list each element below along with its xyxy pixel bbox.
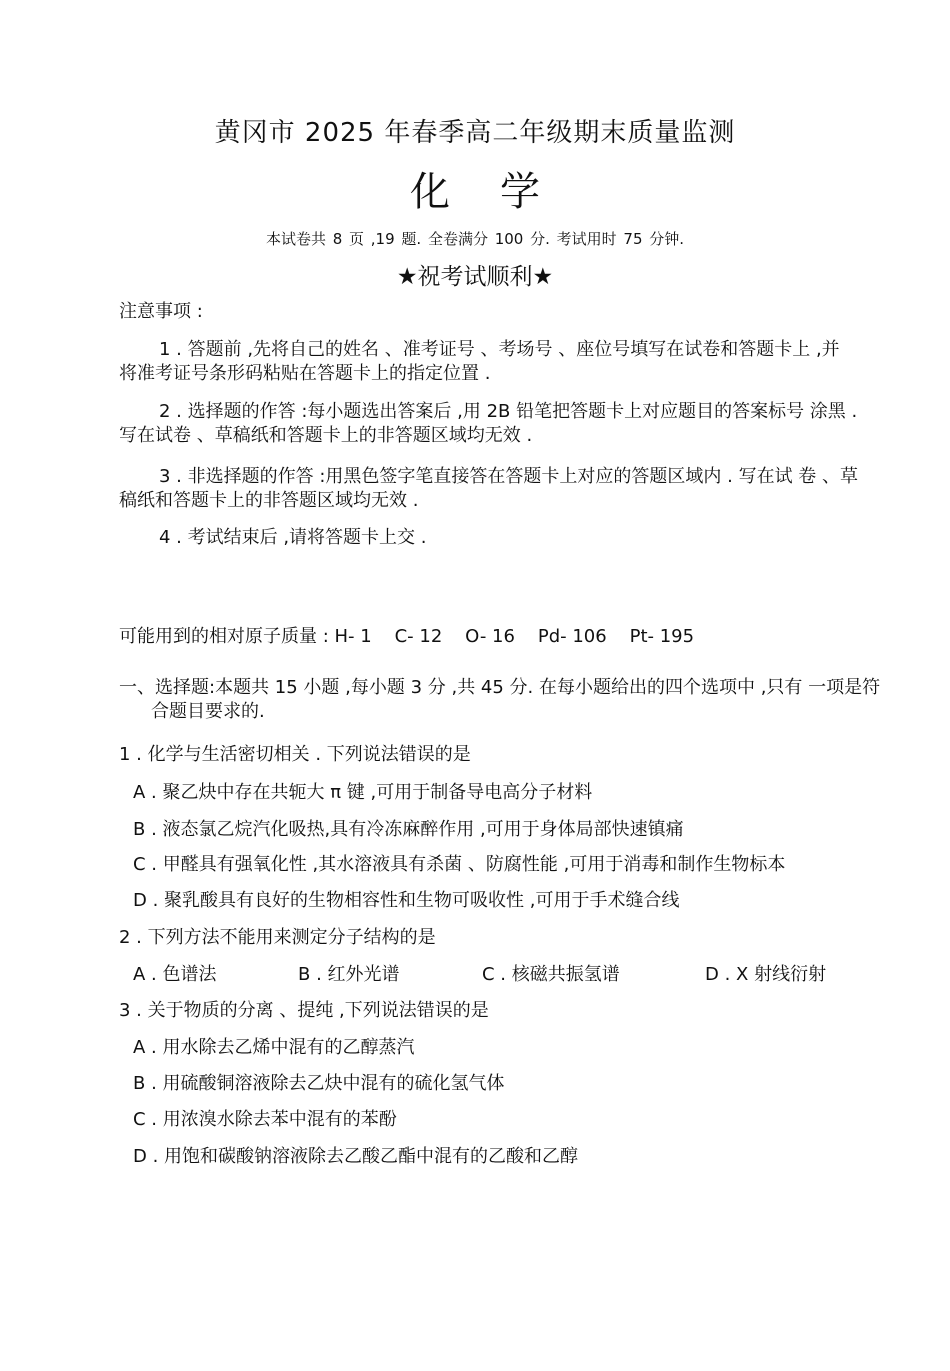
option: B . 液态氯乙烷汽化吸热,具有冷冻麻醉作用 ,可用于身体局部快速镇痛 [133,819,684,840]
option: D . 聚乳酸具有良好的生物相容性和生物可吸收性 ,可用于手术缝合线 [133,890,680,911]
notice-heading: 注意事项 : [119,301,203,322]
question-stem: 1 . 化学与生活密切相关 . 下列说法错误的是 [119,744,471,765]
question-stem: 2 . 下列方法不能用来测定分子结构的是 [119,927,436,948]
option: D . 用饱和碳酸钠溶液除去乙酸乙酯中混有的乙酸和乙醇 [133,1146,579,1167]
exam-title: 黄冈市 2025 年春季高二年级期末质量监测 [214,118,736,148]
exam-info: 本试卷共 8 页 ,19 题. 全卷满分 100 分. 考试用时 75 分钟. [265,230,685,248]
notice-item: 2 . 选择题的作答 :每小题选出答案后 ,用 2B 铅笔把答题卡上对应题目的答案标号 涂黑 . 写在试卷 、草稿纸和答题卡上的非答题区域均无效 . [119,401,858,446]
option: A . 聚乙炔中存在共轭大 π 键 ,可用于制备导电高分子材料 [133,782,593,803]
option: D . X 射线衍射 [705,964,827,985]
question-stem: 3 . 关于物质的分离 、提纯 ,下列说法错误的是 [119,1000,489,1021]
notice-item: 3 . 非选择题的作答 :用黑色签字笔直接答在答题卡上对应的答题区域内 . 写在试 卷 、草稿纸和答题卡上的非答题区域均无效 . [119,466,859,511]
section-heading: 一、选择题:本题共 15 小题 ,每小题 3 分 ,共 45 分. 在每小题给出的四个选项中 ,只有 一项是符合题目要求的. [119,677,881,722]
option: C . 核磁共振氢谱 [482,964,620,985]
option: C . 甲醛具有强氧化性 ,其水溶液具有杀菌 、防腐性能 ,可用于消毒和制作生物标本 [133,854,786,875]
option: C . 用浓溴水除去苯中混有的苯酚 [133,1109,397,1130]
notice-item: 1 . 答题前 ,先将自己的姓名 、准考证号 、考场号 、座位号填写在试卷和答题卡上 ,并 将准考证号条形码粘贴在答题卡上的指定位置 . [119,339,840,384]
blessing: ★祝考试顺利★ [396,264,554,290]
option: B . 用硫酸铜溶液除去乙炔中混有的硫化氢气体 [133,1073,505,1094]
option: A . 色谱法 [133,964,217,985]
atomic-masses: 可能用到的相对原子质量 : H- 1 C- 12 O- 16 Pd- 106 Pt- 195 [119,626,695,647]
notice-item: 4 . 考试结束后 ,请将答题卡上交 . [159,527,427,548]
option: B . 红外光谱 [298,964,400,985]
option: A . 用水除去乙烯中混有的乙醇蒸汽 [133,1037,415,1058]
subject-title: 化学 [410,169,590,215]
